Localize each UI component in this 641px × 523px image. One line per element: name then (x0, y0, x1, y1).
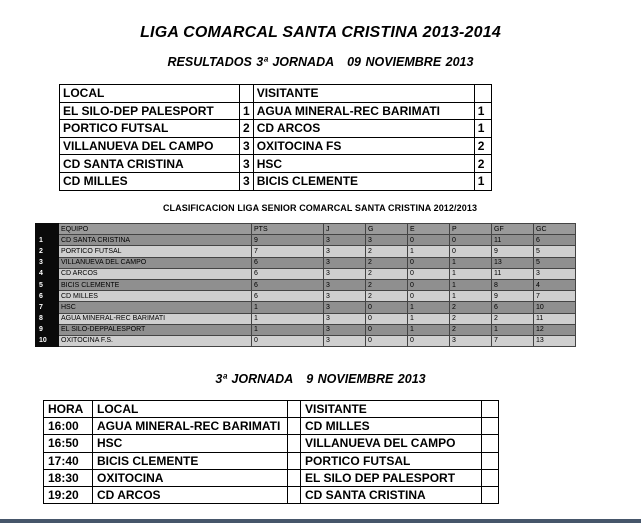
results-table (59, 84, 492, 191)
schedule-empty-cell (288, 452, 301, 469)
standings-row (36, 279, 576, 290)
standings-position: 7 (36, 302, 59, 313)
results-empty-header (240, 85, 254, 103)
standings-value: 0 (366, 335, 408, 346)
schedule-row (44, 469, 499, 486)
standings-team: VILLANUEVA DEL CAMPO (59, 257, 252, 268)
standings-value: 3 (324, 279, 366, 290)
standings-value: 3 (324, 257, 366, 268)
standings-value: 3 (324, 268, 366, 279)
standings-value: 7 (252, 246, 324, 257)
standings-row (36, 302, 576, 313)
standings-value: 6 (252, 291, 324, 302)
standings-value: 5 (534, 246, 576, 257)
result-visitor-goals: 2 (474, 155, 491, 173)
standings-position: 10 (36, 335, 59, 346)
result-local-team: EL SILO-DEP PALESPORT (60, 102, 240, 120)
standings-value: 4 (534, 279, 576, 290)
standings-value: 13 (534, 335, 576, 346)
standings-value: 1 (492, 324, 534, 335)
standings-value: 9 (252, 235, 324, 246)
schedule-hora: 17:40 (44, 452, 93, 469)
schedule-local-header: LOCAL (93, 401, 288, 418)
result-visitor-team: OXITOCINA FS (253, 137, 474, 155)
standings-value: 3 (366, 235, 408, 246)
standings-value: 11 (492, 235, 534, 246)
standings-value: 6 (252, 257, 324, 268)
standings-value: 0 (252, 335, 324, 346)
standings-value: 3 (324, 246, 366, 257)
standings-value: 1 (252, 302, 324, 313)
schedule-empty-cell (288, 401, 301, 418)
standings-pos-header (36, 224, 59, 235)
standings-value: 2 (450, 302, 492, 313)
standings-row (36, 291, 576, 302)
schedule-header-row (44, 401, 499, 418)
result-visitor-goals: 1 (474, 172, 491, 190)
standings-value: 0 (408, 335, 450, 346)
standings-value: 0 (408, 279, 450, 290)
standings-value: 3 (450, 335, 492, 346)
standings-value: 8 (492, 279, 534, 290)
schedule-visitor-team: EL SILO DEP PALESPORT (301, 469, 482, 486)
standings-value: 3 (324, 335, 366, 346)
schedule-local-team: AGUA MINERAL-REC BARIMATI (93, 418, 288, 435)
schedule-hora: 19:20 (44, 486, 93, 503)
standings-row (36, 335, 576, 346)
result-local-team: VILLANUEVA DEL CAMPO (60, 137, 240, 155)
result-visitor-goals: 2 (474, 137, 491, 155)
standings-value: 1 (408, 246, 450, 257)
standings-position: 5 (36, 279, 59, 290)
standings-value: 1 (450, 291, 492, 302)
standings-value: 1 (450, 268, 492, 279)
standings-value: 6 (252, 268, 324, 279)
schedule-visitor-team: CD SANTA CRISTINA (301, 486, 482, 503)
standings-team: OXITOCINA F.S. (59, 335, 252, 346)
results-row (60, 120, 492, 138)
footer-bar (0, 519, 641, 523)
schedule-empty-cell (288, 469, 301, 486)
schedule-local-team: CD ARCOS (93, 486, 288, 503)
standings-team: PORTICO FUTSAL (59, 246, 252, 257)
schedule-row (44, 435, 499, 452)
standings-value: 11 (534, 313, 576, 324)
standings-value: 2 (450, 313, 492, 324)
schedule-row (44, 418, 499, 435)
standings-value: 10 (534, 302, 576, 313)
standings-value: 6 (534, 235, 576, 246)
standings-value: 2 (366, 279, 408, 290)
result-visitor-team: AGUA MINERAL-REC BARIMATI (253, 102, 474, 120)
standings-value: 0 (366, 324, 408, 335)
standings-row (36, 324, 576, 335)
schedule-empty-cell (482, 486, 499, 503)
result-local-goals: 3 (240, 137, 254, 155)
schedule-heading: 3ª JORNADA 9 NOVIEMBRE 2013 (215, 372, 426, 386)
results-row (60, 137, 492, 155)
result-visitor-goals: 1 (474, 102, 491, 120)
schedule-local-team: OXITOCINA (93, 469, 288, 486)
schedule-empty-cell (288, 418, 301, 435)
results-heading: RESULTADOS 3ª JORNADA 09 NOVIEMBRE 2013 (167, 55, 474, 69)
standings-position: 6 (36, 291, 59, 302)
standings-value: 1 (450, 257, 492, 268)
standings-header-cell: E (408, 224, 450, 235)
standings-value: 1 (252, 313, 324, 324)
result-visitor-goals: 1 (474, 120, 491, 138)
standings-position: 1 (36, 235, 59, 246)
result-local-goals: 2 (240, 120, 254, 138)
result-local-goals: 3 (240, 172, 254, 190)
schedule-empty-cell (482, 418, 499, 435)
schedule-empty-cell (482, 469, 499, 486)
schedule-local-team: HSC (93, 435, 288, 452)
schedule-table (43, 400, 499, 504)
schedule-hora: 18:30 (44, 469, 93, 486)
standings-value: 1 (408, 302, 450, 313)
standings-team: HSC (59, 302, 252, 313)
results-empty-header (474, 85, 491, 103)
standings-position: 2 (36, 246, 59, 257)
standings-value: 3 (324, 291, 366, 302)
standings-value: 0 (408, 257, 450, 268)
result-local-team: CD SANTA CRISTINA (60, 155, 240, 173)
result-local-team: PORTICO FUTSAL (60, 120, 240, 138)
standings-header-cell: PTS (252, 224, 324, 235)
results-row (60, 172, 492, 190)
standings-header-row (36, 224, 576, 235)
standings-value: 9 (492, 291, 534, 302)
results-row (60, 102, 492, 120)
schedule-empty-cell (482, 452, 499, 469)
standings-value: 0 (408, 291, 450, 302)
standings-header-cell: J (324, 224, 366, 235)
standings-value: 7 (492, 335, 534, 346)
standings-value: 2 (366, 246, 408, 257)
result-visitor-team: BICIS CLEMENTE (253, 172, 474, 190)
schedule-hora-header: HORA (44, 401, 93, 418)
standings-value: 0 (366, 302, 408, 313)
result-visitor-team: CD ARCOS (253, 120, 474, 138)
standings-value: 13 (492, 257, 534, 268)
standings-row (36, 235, 576, 246)
results-header-row (60, 85, 492, 103)
result-local-goals: 3 (240, 155, 254, 173)
standings-team: CD SANTA CRISTINA (59, 235, 252, 246)
schedule-empty-cell (288, 486, 301, 503)
standings-value: 2 (450, 324, 492, 335)
standings-team: EL SILO-DEPPALESPORT (59, 324, 252, 335)
standings-value: 0 (366, 313, 408, 324)
standings-header-cell: G (366, 224, 408, 235)
standings-row (36, 313, 576, 324)
standings-header-cell: EQUIPO (59, 224, 252, 235)
schedule-local-team: BICIS CLEMENTE (93, 452, 288, 469)
standings-position: 4 (36, 268, 59, 279)
standings-value: 3 (324, 313, 366, 324)
standings-value: 1 (450, 279, 492, 290)
standings-team: CD ARCOS (59, 268, 252, 279)
standings-title: CLASIFICACION LIGA SENIOR COMARCAL SANTA CRISTINA 2012/2013 (162, 203, 478, 213)
standings-value: 0 (408, 268, 450, 279)
result-local-team: CD MILLES (60, 172, 240, 190)
schedule-empty-cell (482, 401, 499, 418)
standings-value: 11 (492, 268, 534, 279)
standings-value: 1 (408, 313, 450, 324)
standings-value: 3 (324, 324, 366, 335)
standings-value: 1 (252, 324, 324, 335)
schedule-row (44, 486, 499, 503)
standings-value: 6 (492, 302, 534, 313)
standings-value: 3 (534, 268, 576, 279)
standings-value: 12 (534, 324, 576, 335)
schedule-row (44, 452, 499, 469)
standings-team: BICIS CLEMENTE (59, 279, 252, 290)
standings-row (36, 268, 576, 279)
standings-value: 3 (324, 302, 366, 313)
schedule-hora: 16:50 (44, 435, 93, 452)
standings-value: 7 (534, 291, 576, 302)
standings-position: 8 (36, 313, 59, 324)
standings-value: 5 (534, 257, 576, 268)
standings-value: 6 (252, 279, 324, 290)
standings-header-cell: P (450, 224, 492, 235)
schedule-visitor-team: PORTICO FUTSAL (301, 452, 482, 469)
standings-value: 2 (492, 313, 534, 324)
standings-value: 0 (450, 246, 492, 257)
standings-value: 3 (324, 235, 366, 246)
standings-value: 0 (450, 235, 492, 246)
standings-team: CD MILLES (59, 291, 252, 302)
schedule-visitor-team: VILLANUEVA DEL CAMPO (301, 435, 482, 452)
schedule-hora: 16:00 (44, 418, 93, 435)
results-visitante-header: VISITANTE (253, 85, 474, 103)
page-title: LIGA COMARCAL SANTA CRISTINA 2013-2014 (140, 24, 501, 41)
standings-team: AGUA MINERAL-REC BARIMATI (59, 313, 252, 324)
result-local-goals: 1 (240, 102, 254, 120)
standings-row (36, 257, 576, 268)
standings-header-cell: GC (534, 224, 576, 235)
results-local-header: LOCAL (60, 85, 240, 103)
standings-header-cell: GF (492, 224, 534, 235)
result-visitor-team: HSC (253, 155, 474, 173)
standings-position: 9 (36, 324, 59, 335)
standings-value: 9 (492, 246, 534, 257)
schedule-visitor-team: CD MILLES (301, 418, 482, 435)
standings-value: 2 (366, 268, 408, 279)
standings-value: 0 (408, 235, 450, 246)
standings-value: 2 (366, 291, 408, 302)
standings-value: 1 (408, 324, 450, 335)
schedule-empty-cell (288, 435, 301, 452)
standings-value: 2 (366, 257, 408, 268)
standings-position: 3 (36, 257, 59, 268)
schedule-visitante-header: VISITANTE (301, 401, 482, 418)
standings-row (36, 246, 576, 257)
schedule-empty-cell (482, 435, 499, 452)
results-row (60, 155, 492, 173)
standings-table (35, 223, 576, 347)
